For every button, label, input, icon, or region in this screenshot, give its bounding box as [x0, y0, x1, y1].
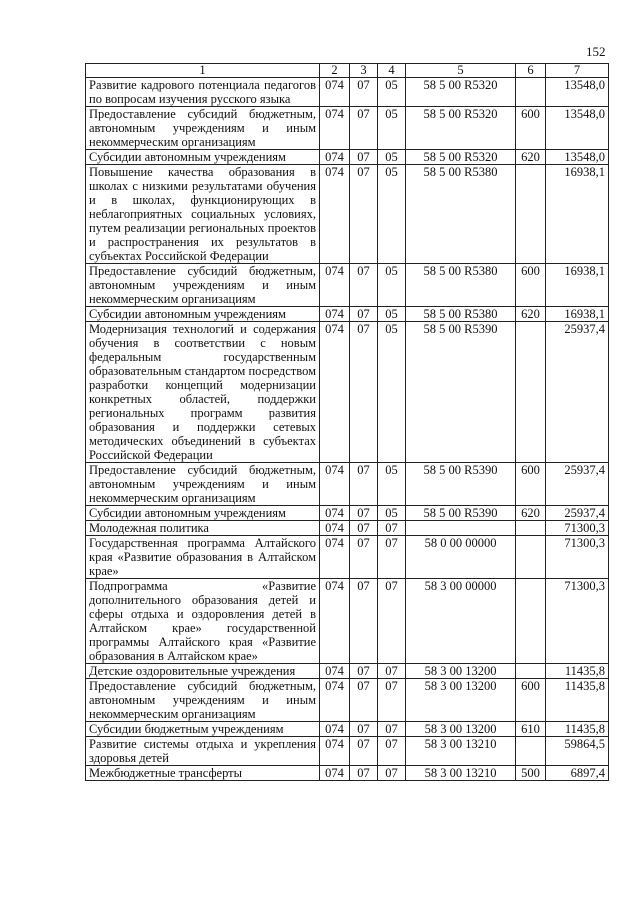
- table-row: [86, 307, 609, 322]
- amount: 71300,3: [546, 536, 609, 579]
- expense-type-code: [516, 536, 546, 579]
- target-article-code: 58 3 00 13200: [406, 722, 516, 737]
- amount: 16938,1: [546, 165, 609, 264]
- ministry-code: 074: [320, 264, 350, 307]
- section-code: 07: [350, 766, 378, 781]
- item-name: Субсидии бюджетным учреждениям: [86, 722, 320, 737]
- section-code: 07: [350, 664, 378, 679]
- ministry-code: 074: [320, 322, 350, 463]
- ministry-code: 074: [320, 536, 350, 579]
- subsection-code: 07: [378, 679, 406, 722]
- item-name: Развитие кадрового потенциала педагогов по вопросам изучения русского языка: [86, 78, 320, 107]
- item-name: Предоставление субсидий бюджетным, автономным учреждениям и иным некоммерческим организациям: [86, 463, 320, 506]
- ministry-code: 074: [320, 463, 350, 506]
- table-row: [86, 78, 609, 107]
- table-row: [86, 521, 609, 536]
- amount: 13548,0: [546, 150, 609, 165]
- target-article-code: 58 5 00 R5380: [406, 307, 516, 322]
- amount: 6897,4: [546, 766, 609, 781]
- table-row: [86, 264, 609, 307]
- item-name: Предоставление субсидий бюджетным, автономным учреждениям и иным некоммерческим организациям: [86, 264, 320, 307]
- ministry-code: 074: [320, 521, 350, 536]
- section-code: 07: [350, 737, 378, 766]
- item-name: Субсидии автономным учреждениям: [86, 150, 320, 165]
- section-code: 07: [350, 150, 378, 165]
- header-cell-3: 3: [350, 64, 378, 78]
- target-article-code: 58 3 00 13200: [406, 679, 516, 722]
- expense-type-code: 620: [516, 150, 546, 165]
- ministry-code: 074: [320, 107, 350, 150]
- target-article-code: 58 0 00 00000: [406, 536, 516, 579]
- table-body: [86, 78, 609, 781]
- table-row: [86, 664, 609, 679]
- table-row: [86, 722, 609, 737]
- target-article-code: 58 3 00 00000: [406, 579, 516, 664]
- subsection-code: 05: [378, 463, 406, 506]
- header-cell-5: 5: [406, 64, 516, 78]
- table-row: [86, 579, 609, 664]
- amount: 16938,1: [546, 264, 609, 307]
- target-article-code: [406, 521, 516, 536]
- ministry-code: 074: [320, 165, 350, 264]
- header-cell-4: 4: [378, 64, 406, 78]
- target-article-code: 58 5 00 R5380: [406, 165, 516, 264]
- ministry-code: 074: [320, 722, 350, 737]
- section-code: 07: [350, 322, 378, 463]
- section-code: 07: [350, 679, 378, 722]
- item-name: Модернизация технологий и содержания обучения в соответствии с новым федеральным государственным образовательным стандартом посредством разработки концепций модернизации конкретных областей, поддержки региональных программ развития образования и поддержки сетевых методических объединений в субъектах Российской Федерации: [86, 322, 320, 463]
- section-code: 07: [350, 579, 378, 664]
- expense-type-code: 620: [516, 307, 546, 322]
- target-article-code: 58 5 00 R5320: [406, 150, 516, 165]
- header-cell-2: 2: [320, 64, 350, 78]
- target-article-code: 58 5 00 R5380: [406, 264, 516, 307]
- table-row: [86, 165, 609, 264]
- table-row: [86, 107, 609, 150]
- expense-type-code: 600: [516, 679, 546, 722]
- section-code: 07: [350, 307, 378, 322]
- expense-type-code: 600: [516, 463, 546, 506]
- item-name: Развитие системы отдыха и укрепления здоровья детей: [86, 737, 320, 766]
- amount: 13548,0: [546, 78, 609, 107]
- table-row: [86, 737, 609, 766]
- subsection-code: 05: [378, 506, 406, 521]
- ministry-code: 074: [320, 307, 350, 322]
- amount: 25937,4: [546, 322, 609, 463]
- amount: 71300,3: [546, 579, 609, 664]
- amount: 16938,1: [546, 307, 609, 322]
- expense-type-code: 500: [516, 766, 546, 781]
- subsection-code: 07: [378, 536, 406, 579]
- target-article-code: 58 3 00 13210: [406, 766, 516, 781]
- subsection-code: 07: [378, 722, 406, 737]
- ministry-code: 074: [320, 737, 350, 766]
- subsection-code: 05: [378, 150, 406, 165]
- header-cell-1: 1: [86, 64, 320, 78]
- expense-type-code: [516, 78, 546, 107]
- ministry-code: 074: [320, 78, 350, 107]
- subsection-code: 07: [378, 766, 406, 781]
- ministry-code: 074: [320, 506, 350, 521]
- subsection-code: 07: [378, 579, 406, 664]
- amount: 25937,4: [546, 506, 609, 521]
- amount: 13548,0: [546, 107, 609, 150]
- section-code: 07: [350, 521, 378, 536]
- section-code: 07: [350, 463, 378, 506]
- section-code: 07: [350, 506, 378, 521]
- target-article-code: 58 5 00 R5390: [406, 322, 516, 463]
- target-article-code: 58 5 00 R5320: [406, 78, 516, 107]
- budget-table: [85, 63, 609, 781]
- expense-type-code: 600: [516, 107, 546, 150]
- target-article-code: 58 5 00 R5390: [406, 506, 516, 521]
- section-code: 07: [350, 264, 378, 307]
- table-row: [86, 150, 609, 165]
- item-name: Предоставление субсидий бюджетным, автономным учреждениям и иным некоммерческим организациям: [86, 679, 320, 722]
- expense-type-code: [516, 737, 546, 766]
- ministry-code: 074: [320, 150, 350, 165]
- expense-type-code: [516, 322, 546, 463]
- subsection-code: 05: [378, 322, 406, 463]
- subsection-code: 07: [378, 664, 406, 679]
- subsection-code: 05: [378, 107, 406, 150]
- table-row: [86, 766, 609, 781]
- ministry-code: 074: [320, 579, 350, 664]
- header-row: [86, 64, 609, 78]
- expense-type-code: 620: [516, 506, 546, 521]
- item-name: Субсидии автономным учреждениям: [86, 506, 320, 521]
- section-code: 07: [350, 78, 378, 107]
- header-cell-6: 6: [516, 64, 546, 78]
- item-name: Субсидии автономным учреждениям: [86, 307, 320, 322]
- amount: 59864,5: [546, 737, 609, 766]
- subsection-code: 07: [378, 521, 406, 536]
- expense-type-code: [516, 521, 546, 536]
- amount: 11435,8: [546, 679, 609, 722]
- expense-type-code: [516, 664, 546, 679]
- item-name: Детские оздоровительные учреждения: [86, 664, 320, 679]
- page-number: 152: [586, 44, 606, 59]
- target-article-code: 58 5 00 R5390: [406, 463, 516, 506]
- ministry-code: 074: [320, 766, 350, 781]
- item-name: Подпрограмма «Развитие дополнительного образования детей и сферы отдыха и оздоровления детей в Алтайском крае» государственной программы Алтайского края «Развитие образования в Алтайском крае»: [86, 579, 320, 664]
- target-article-code: 58 3 00 13200: [406, 664, 516, 679]
- section-code: 07: [350, 536, 378, 579]
- target-article-code: 58 3 00 13210: [406, 737, 516, 766]
- expense-type-code: [516, 579, 546, 664]
- subsection-code: 07: [378, 737, 406, 766]
- table-row: [86, 679, 609, 722]
- header-cell-7: 7: [546, 64, 609, 78]
- section-code: 07: [350, 722, 378, 737]
- expense-type-code: 610: [516, 722, 546, 737]
- item-name: Межбюджетные трансферты: [86, 766, 320, 781]
- section-code: 07: [350, 107, 378, 150]
- subsection-code: 05: [378, 264, 406, 307]
- item-name: Повышение качества образования в школах с низкими результатами обучения и в школах, функционирующих в неблагоприятных социальных условиях, путем реализации региональных проектов и распространения их результатов в субъектах Российской Федерации: [86, 165, 320, 264]
- table-row: [86, 463, 609, 506]
- target-article-code: 58 5 00 R5320: [406, 107, 516, 150]
- subsection-code: 05: [378, 78, 406, 107]
- amount: 71300,3: [546, 521, 609, 536]
- amount: 25937,4: [546, 463, 609, 506]
- subsection-code: 05: [378, 307, 406, 322]
- item-name: Молодежная политика: [86, 521, 320, 536]
- ministry-code: 074: [320, 664, 350, 679]
- section-code: 07: [350, 165, 378, 264]
- expense-type-code: 600: [516, 264, 546, 307]
- item-name: Предоставление субсидий бюджетным, автономным учреждениям и иным некоммерческим организациям: [86, 107, 320, 150]
- expense-type-code: [516, 165, 546, 264]
- amount: 11435,8: [546, 664, 609, 679]
- item-name: Государственная программа Алтайского края «Развитие образования в Алтайском крае»: [86, 536, 320, 579]
- table-row: [86, 322, 609, 463]
- table-row: [86, 536, 609, 579]
- amount: 11435,8: [546, 722, 609, 737]
- table-row: [86, 506, 609, 521]
- subsection-code: 05: [378, 165, 406, 264]
- ministry-code: 074: [320, 679, 350, 722]
